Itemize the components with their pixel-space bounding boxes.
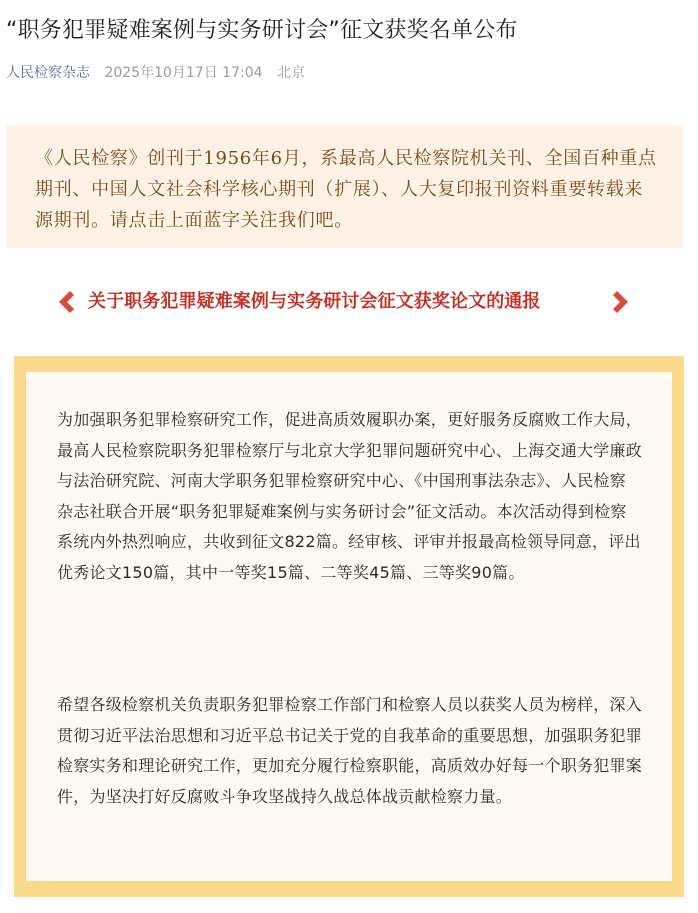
intro-banner: [6, 125, 683, 248]
article-meta: [6, 62, 305, 84]
notice-box: [26, 372, 672, 881]
notice-box-frame: [14, 356, 684, 897]
article-title: “职务犯罪疑难案例与实务研讨会”征文获奖名单公布: [6, 18, 518, 43]
publish-location: 北京: [276, 65, 305, 81]
intro-text: 《人民检察》创刊于1956年6月，系最高人民检察院机关刊、全国百种重点期刊、中国人文社会科学核心期刊（扩展）、人大复印报刊资料重要转载来源期刊。请点击上面蓝字关注我们吧。: [35, 148, 657, 231]
publish-date: 2025年10月17日 17:04: [104, 65, 263, 81]
chevron-right-icon: [607, 288, 635, 316]
notice-paragraph-2: 希望各级检察机关负责职务犯罪检察工作部门和检察人员以获奖人员为榜样，深入贯彻习近平法治思想和习近平总书记关于党的自我革命的重要思想，加强职务犯罪检察实务和理论研究工作，更加充分履行检察职能，高质效办好每一个职务犯罪案件，为坚决打好反腐败斗争攻坚战持久战总体战贡献检察力量。: [57, 695, 643, 806]
notice-paragraph-1: 为加强职务犯罪检察研究工作，促进高质效履职办案，更好服务反腐败工作大局，最高人民检察院职务犯罪检察厅与北京大学犯罪问题研究中心、上海交通大学廉政与法治研究院、河南大学职务犯罪检察研究中心、《中国刑事法杂志》、人民检察杂志社联合开展“职务犯罪疑难案例与实务研讨会”征文活动。本次活动得到检察系统内外热烈响应，共收到征文822篇。经审核、评审并报最高检领导同意，评出优秀论文150篇，其中一等奖15篇、二等奖45篇、三等奖90篇。: [57, 410, 643, 582]
section-heading-bar: [0, 282, 698, 322]
account-name-link[interactable]: 人民检察杂志: [6, 65, 90, 81]
section-heading: 关于职务犯罪疑难案例与实务研讨会征文获奖论文的通报: [88, 291, 541, 312]
chevron-left-icon: [52, 288, 80, 316]
